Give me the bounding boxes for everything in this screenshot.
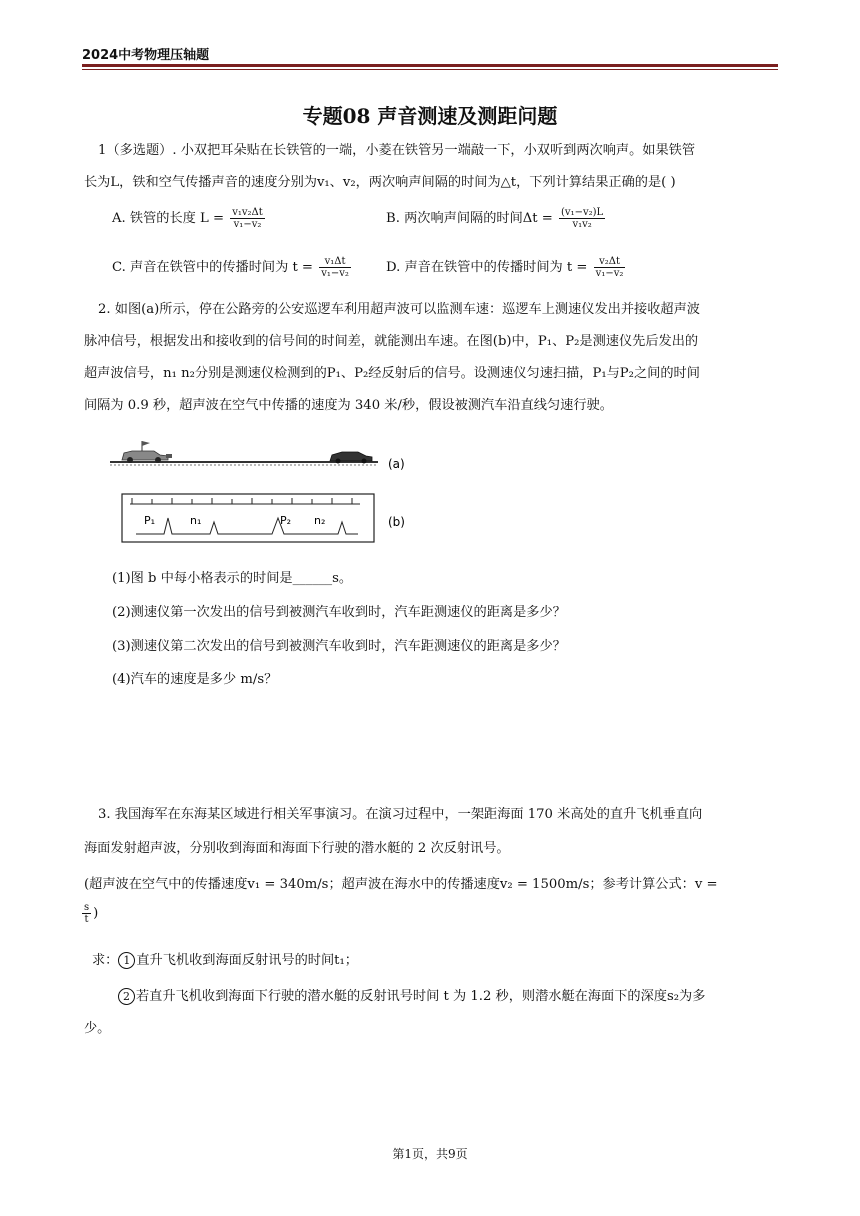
q1-option-a: A. 铁管的长度 L = $\frac{\text{v₁v₂Δt}}{\text{v₁−v₂}}$ — [112, 207, 263, 230]
q3-line1: 3. 我国海军在东海某区域进行相关军事演习。在演习过程中，一架距海面 170 米高处的直升飞机垂直向 — [98, 807, 703, 822]
running-header: 2024中考物理压轴题 — [82, 48, 210, 63]
q2-line3: 超声波信号，n₁ n₂分别是测速仪检测到的P₁、P₂经反射后的信号。设测速仪匀速扫描，P₁与P₂之间的时间 — [84, 366, 700, 381]
figure-b-label: (b) — [388, 515, 405, 529]
q3-line3: (超声波在空气中的传播速度v₁ = 340m/s；超声波在海水中的传播速度v₂ = 1500m/s；参考计算公式：v = — [84, 877, 718, 892]
q2-figure — [108, 440, 428, 552]
q3-line2: 海面发射超声波，分别收到海面和海面下行驶的潜水艇的 2 次反射讯号。 — [84, 841, 510, 856]
q1-option-d: D. 声音在铁管中的传播时间为 t = $\frac{\text{v₂Δt}}{\text{v₁−v₂}}$ — [386, 256, 624, 279]
q2-line4: 间隔为 0.9 秒，超声波在空气中传播的速度为 340 米/秒，假设被测汽车沿直线匀速行驶。 — [84, 398, 613, 413]
q1-line1: 1（多选题）. 小双把耳朵贴在长铁管的一端，小菱在铁管另一端敲一下，小双听到两次响声。如果铁管 — [98, 143, 696, 158]
pulse-label-n1: n₁ — [190, 514, 202, 527]
pulse-label-n2: n₂ — [314, 514, 326, 527]
q2-sub4: (4)汽车的速度是多少 m/s？ — [112, 672, 278, 687]
q2-line1: 2. 如图(a)所示，停在公路旁的公安巡逻车利用超声波可以监测车速：巡逻车上测速仪发出并接收超声波 — [98, 302, 700, 317]
q1-option-d-fraction: $\frac{\text{v₂Δt}}{\text{v₁−v₂}}$ — [595, 256, 624, 279]
figure-a-label: (a) — [388, 457, 405, 471]
figure-b-ticks — [132, 498, 352, 504]
pulse-label-p2: P₂ — [280, 514, 292, 527]
header-rule-thin — [82, 69, 778, 70]
q1-option-c-fraction: $\frac{\text{v₁Δt}}{\text{v₁−v₂}}$ — [321, 256, 349, 279]
circled-number-2: 2 — [118, 988, 135, 1005]
q1-line2: 长为L，铁和空气传播声音的速度分别为v₁、v₂，两次响声间隔的时间为△t，下列计算结果正确的是( ) — [84, 175, 676, 190]
q2-sub3: (3)测速仪第二次发出的信号到被测汽车收到时，汽车距测速仪的距离是多少？ — [112, 639, 566, 654]
header-rule-thick — [82, 64, 778, 67]
pulse-label-p1: P₁ — [144, 514, 156, 527]
q2-sub1: (1)图 b 中每小格表示的时间是______s。 — [112, 571, 353, 586]
q1-option-a-fraction: $\frac{\text{v₁v₂Δt}}{\text{v₁−v₂}}$ — [232, 207, 263, 230]
q3-item2-cont: 少。 — [84, 1021, 111, 1036]
page-title: 专题08 声音测速及测距问题 — [302, 104, 558, 128]
q1-option-c: C. 声音在铁管中的传播时间为 t = $\frac{\text{v₁Δt}}{\text{v₁−v₂}}$ — [112, 256, 349, 279]
q3-formula-fraction: $\frac{s}{t}$ ) — [84, 902, 99, 925]
page-footer: 第1页，共9页 — [392, 1147, 468, 1161]
q2-line2: 脉冲信号，根据发出和接收到的信号间的时间差，就能测出车速。在图(b)中，P₁、P₂是测速仪先后发出的 — [84, 334, 699, 349]
patrol-car-icon — [122, 441, 172, 463]
q1-option-b-fraction: $\frac{\text{(v₁−v₂)L}}{\text{v₁v₂}}$ — [561, 207, 604, 230]
q2-sub2: (2)测速仪第一次发出的信号到被测汽车收到时，汽车距测速仪的距离是多少？ — [112, 605, 566, 620]
figure-b-frame — [122, 494, 374, 542]
q1-option-b: B. 两次响声间隔的时间Δt = $\frac{\text{(v₁−v₂)L}}{\text{v₁v₂}}$ — [386, 207, 604, 230]
q3-item2: 2 若直升飞机收到海面下行驶的潜水艇的反射讯号时间 t 为 1.2 秒，则潜水艇在海面下的深度s₂为多 — [118, 982, 778, 1011]
q3-item1: 求： 1 直升飞机收到海面反射讯号的时间t₁； — [92, 953, 358, 968]
circled-number-1: 1 — [118, 952, 135, 969]
